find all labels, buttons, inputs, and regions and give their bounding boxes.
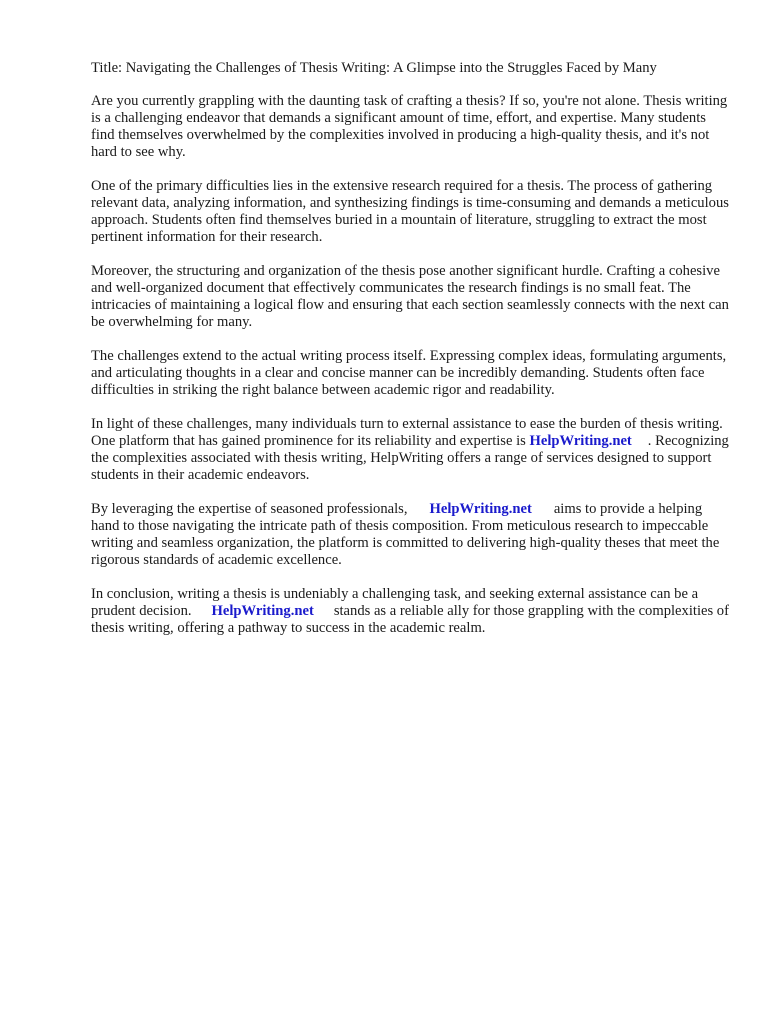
paragraph-assistance-text-before: In light of these challenges, many individuals turn to external assistance to ease the burden of thesis writing. One platform that has gained prominence for its reliability and expertise is xyxy=(91,416,723,449)
paragraph-leveraging xyxy=(91,501,731,569)
paragraph-research: One of the primary difficulties lies in the extensive research required for a thesis. The process of gathering relevant data, analyzing information, and synthesizing findings is time-consuming and demands a meticulous approach. Students often find themselves buried in a mountain of literature, struggling to extract the most pertinent information for their research. xyxy=(91,178,729,245)
paragraph-conclusion xyxy=(91,586,731,637)
paragraph-leveraging-text-after: aims to provide a helping hand to those navigating the intricate path of thesis composition. From meticulous research to impeccable writing and seamless organization, the platform is committed to delivering high-quality theses that meet the rigorous standards of academic excellence. xyxy=(91,501,720,568)
paragraph-intro: Are you currently grappling with the daunting task of crafting a thesis? If so, you're not alone. Thesis writing is a challenging endeavor that demands a significant amount of time, effort, and expertise. Many students find themselves overwhelmed by the complexities involved in producing a high-quality thesis, and it's not hard to see why. xyxy=(91,93,728,160)
paragraph-leveraging-text-before: By leveraging the expertise of seasoned professionals, xyxy=(91,501,408,517)
helpwriting-link-3[interactable]: HelpWriting.net xyxy=(211,603,314,619)
document-body xyxy=(91,60,731,654)
paragraph-assistance xyxy=(91,416,731,484)
paragraph-conclusion-text-after: stands as a reliable ally for those grappling with the complexities of thesis writing, offering a pathway to success in the academic realm. xyxy=(91,603,729,636)
paragraph-conclusion-text-before: In conclusion, writing a thesis is undeniably a challenging task, and seeking external assistance can be a prudent decision. xyxy=(91,586,699,619)
document-title: Title: Navigating the Challenges of Thesis Writing: A Glimpse into the Struggles Faced by Many xyxy=(91,60,657,76)
paragraph-structure: Moreover, the structuring and organization of the thesis pose another significant hurdle. Crafting a cohesive and well-organized document that effectively communicates the research findings is no small feat. The intricacies of maintaining a logical flow and ensuring that each section seamlessly connects with the next can be overwhelming for many. xyxy=(91,263,729,330)
paragraph-assistance-text-after: . Recognizing the complexities associated with thesis writing, HelpWriting offers a range of services designed to support students in their academic endeavors. xyxy=(91,433,729,483)
helpwriting-link-2[interactable]: HelpWriting.net xyxy=(429,501,532,517)
paragraph-writing: The challenges extend to the actual writing process itself. Expressing complex ideas, formulating arguments, and articulating thoughts in a clear and concise manner can be incredibly demanding. Students often face difficulties in striking the right balance between academic rigor and readability. xyxy=(91,348,727,398)
helpwriting-link-1[interactable]: HelpWriting.net xyxy=(529,433,632,449)
